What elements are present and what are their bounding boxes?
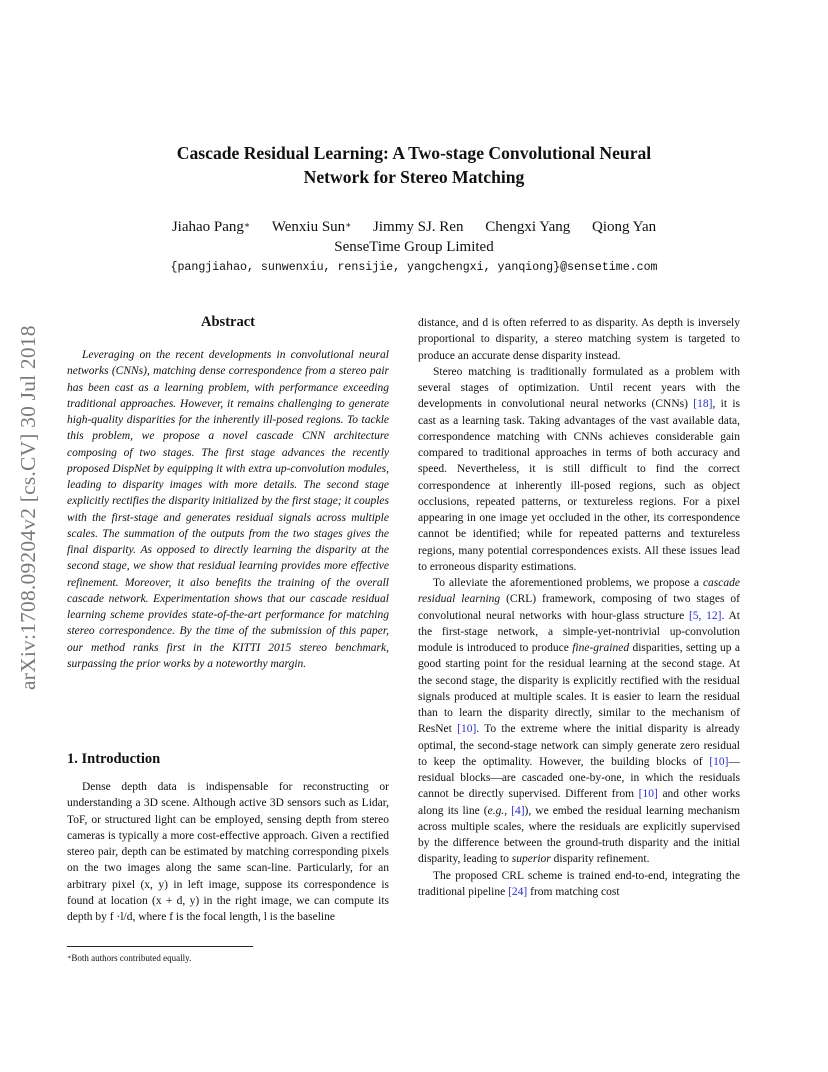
paragraph-stereo-matching: [418, 364, 740, 575]
footnote-rule: [67, 946, 253, 947]
intro-paragraph: Dense depth data is indispensable for reconstructing or understanding a 3D scene. Although active 3D sensors such as Lidar, ToF, or structured light can be employed, sensing depth from stereo cameras is typically a more cost-effective approach. Given a rectified stereo pair, depth can be estimated by matching corresponding pixels on the two images along the same scan-line. Particularly, for an arbitrary pixel (x, y) in left image, suppose its correspondence is found at location (x + d, y) in the right image, we can compute its depth by f ·l/d, where f is the focal length, l is the baseline: [67, 781, 389, 923]
citation-link[interactable]: [10]: [709, 755, 729, 768]
abstract-heading: Abstract: [201, 314, 255, 330]
intro-heading: 1. Introduction: [67, 751, 161, 767]
text-run: ,: [504, 804, 512, 817]
citation-link[interactable]: [10]: [457, 723, 477, 736]
abstract-body: [67, 347, 389, 672]
text-run: disparity refinement.: [550, 853, 650, 866]
citation-link[interactable]: [24]: [508, 885, 528, 898]
author-name: Qiong Yan: [591, 219, 657, 235]
author-mark: ∗: [243, 220, 251, 230]
title-line-2: Network for Stereo Matching: [303, 167, 525, 187]
right-column: [418, 315, 740, 900]
author: [172, 219, 250, 235]
citation-link[interactable]: [18]: [693, 398, 713, 411]
paragraph-crl-proposal: [418, 575, 740, 868]
author: [373, 219, 463, 235]
text-run: disparities, setting up a good starting point for the residual learning at the second stage. At the second stage, the disparity is explicitly rectified with the residual signals produced at multiple scales. It is easier to learn the residual than to learn the disparity directly, similar to the mechanism of ResNet: [418, 642, 740, 736]
text-run: ), we embed the residual learning mechanism across multiple scales, where the residuals are explicitly supervised by the difference between the ground-truth disparity and the initial disparity, leading to: [418, 804, 740, 866]
text-run: (CRL) framework, composing of two stages of convolutional neural networks with hour-glass structure: [418, 593, 740, 622]
author: [485, 219, 570, 235]
text-run: Stereo matching is traditionally formulated as a problem with several stages of optimization. Until recent years with the developments in convolutional neural networks (CNNs): [418, 365, 740, 411]
citation-link[interactable]: [4]: [511, 804, 525, 817]
paper-title: [90, 141, 738, 189]
text-run: The proposed CRL scheme is trained end-to-end, integrating the traditional pipeline: [418, 869, 740, 898]
emphasis: fine-grained: [572, 642, 630, 654]
footnote-text: Both authors contributed equally.: [71, 953, 192, 963]
affiliation: SenseTime Group Limited: [334, 239, 494, 255]
title-line-1: Cascade Residual Learning: A Two-stage Convolutional Neural: [176, 143, 652, 163]
paragraph-training: [418, 868, 740, 901]
author: [592, 219, 656, 235]
footnote-mark: ∗: [67, 954, 72, 961]
text-run: To alleviate the aforementioned problems, we propose a: [433, 577, 703, 589]
paragraph-continued: distance, and d is often referred to as disparity. As depth is inversely proportional to disparity, a stereo matching system is targeted to produce an accurate dense disparity instead.: [418, 317, 740, 362]
emphasis: cascade residual learning: [418, 577, 740, 606]
text-run: and other works along its line (: [418, 788, 741, 817]
emphasis: e.g.: [487, 804, 505, 817]
text-run: from matching cost: [527, 885, 620, 898]
author: [272, 219, 352, 235]
author-name: Jiahao Pang: [171, 219, 244, 235]
email-line[interactable]: {pangjiahao, sunwenxiu, rensijie, yangchengxi, yanqiong}@sensetime.com: [170, 261, 658, 274]
text-run: . At the first-stage network, a simple-yet-nontrivial up-convolution module is introduced to produce: [418, 609, 740, 654]
citation-link[interactable]: [5, 12]: [688, 609, 722, 622]
emphasis: superior: [511, 853, 551, 866]
author-list: [90, 217, 738, 237]
author-name: Chengxi Yang: [485, 219, 571, 235]
author-name: Wenxiu Sun: [271, 219, 346, 235]
arxiv-stamp: arXiv:1708.09204v2 [cs.CV] 30 Jul 2018: [16, 325, 40, 690]
text-run: . To the extreme where the initial disparity is already optimal, the second-stage network can simply generate zero residual to keep the optimality. However, the building blocks of: [418, 723, 740, 768]
abstract-text: Leveraging on the recent developments in convolutional neural networks (CNNs), matching dense correspondence from a stereo pair has been cast as a learning problem, with performance exceeding traditional approaches. However, it remains challenging to generate high-quality disparities for the inherently ill-posed regions. To tackle this problem, we propose a novel cascade CNN architecture composing of two stages. The first stage advances the recently proposed DispNet by equipping it with extra up-convolution modules, leading to disparity images with more details. The second stage explicitly rectifies the disparity initialized by the first stage; it couples with the first-stage and generates residual signals across multiple scales. The summation of the outputs from the two stages gives the final disparity. As opposed to directly learning the disparity at the second stage, we show that residual learning provides more effective refinement. Moreover, it also benefits the training of the overall cascade network. Experimentation shows that our cascade residual learning scheme provides state-of-the-art performance for matching stereo correspondence. By the time of the submission of this paper, our method ranks first in the KITTI 2015 stereo benchmark, surpassing the prior works by a noteworthy margin.: [67, 349, 389, 670]
author-mark: ∗: [345, 220, 352, 230]
text-run: , it is cast as a learning task. Taking advantages of the vast available data, correspondence matching with CNNs achieves considerable gain compared to traditional approaches in terms of both accuracy and speed. Nevertheless, it is still difficult to find the correct correspondence at inherently ill-posed regions, such as object occlusions, repeated patterns, or textureless regions. For a pixel appearing in one image yet occluded in the other, its correspondence cannot be identified; while for repeated patterns and textureless regions, many potential correspondences exists. All these issues lead to erroneous disparity estimations.: [418, 398, 741, 573]
footnote: [67, 952, 191, 964]
citation-link[interactable]: [10]: [638, 788, 658, 801]
intro-body: [67, 779, 389, 925]
text-run: —residual blocks—are cascaded one-by-one, in which the residuals cannot be directly supervised. Different from: [418, 755, 740, 801]
author-name: Jimmy SJ. Ren: [373, 219, 464, 235]
